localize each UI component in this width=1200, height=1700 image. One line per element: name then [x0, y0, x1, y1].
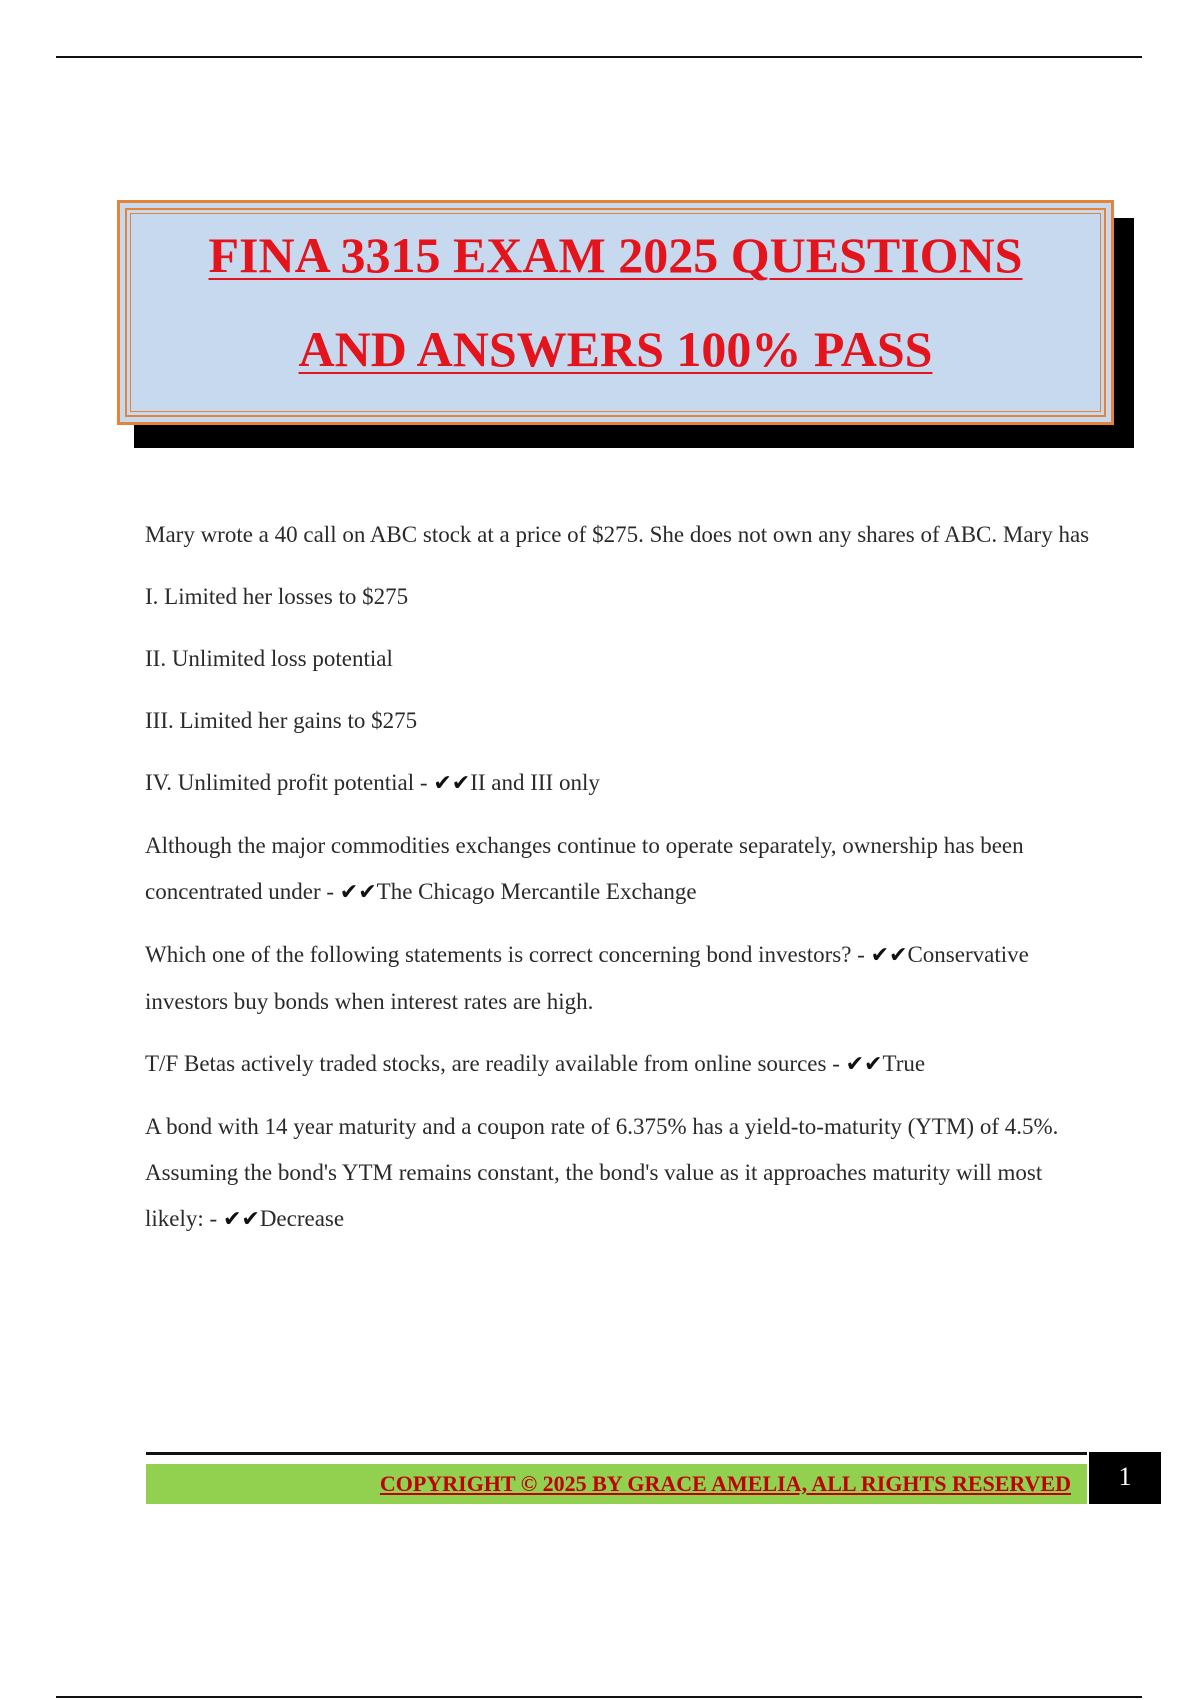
answer-text: Decrease: [259, 1206, 345, 1231]
top-rule: [56, 56, 1142, 58]
title-line-2: AND ANSWERS 100% PASS: [298, 321, 933, 377]
answer-text: II and III only: [470, 770, 600, 795]
question-text: [145, 512, 1095, 558]
option-4: IV. Unlimited profit potential -: [145, 770, 434, 795]
question-with-answer: [145, 1104, 1095, 1243]
question-with-answer: [145, 932, 1095, 1025]
checkmark-icon: ✔✔: [845, 1052, 883, 1077]
footer-rule: [146, 1452, 1087, 1455]
question-text: T/F Betas actively traded stocks, are readily available from online sources -: [145, 1051, 846, 1076]
title-line-1: FINA 3315 EXAM 2025 QUESTIONS: [208, 227, 1023, 283]
option-text: [145, 636, 1095, 682]
checkmark-icon: ✔✔: [433, 771, 471, 796]
answer-text: Conservative investors buy bonds when interest rates are high.: [145, 942, 1029, 1014]
checkmark-icon: ✔✔: [222, 1207, 260, 1232]
question-with-answer: [145, 823, 1095, 916]
option-text: [145, 698, 1095, 744]
qa-content: [145, 512, 1095, 1259]
answer-text: The Chicago Mercantile Exchange: [376, 879, 697, 904]
option-2: II. Unlimited loss potential: [145, 646, 393, 671]
copyright-text: COPYRIGHT © 2025 BY GRACE AMELIA, ALL RIGHTS RESERVED: [379, 1471, 1071, 1496]
option-1: I. Limited her losses to $275: [145, 584, 409, 609]
option-with-answer: [145, 760, 1095, 807]
title-box: [117, 200, 1114, 425]
question-text: Although the major commodities exchanges continue to operate separately, ownership has been concentrated under -: [145, 833, 1024, 904]
question-1-stem: Mary wrote a 40 call on ABC stock at a price of $275. She does not own any shares of ABC. Mary has: [145, 522, 1090, 547]
page-number: 1: [1089, 1452, 1161, 1504]
answer-text: True: [882, 1051, 926, 1076]
question-text: A bond with 14 year maturity and a coupon rate of 6.375% has a yield-to-maturity (YTM) of 4.5%. Assuming the bond's YTM remains constant, the bond's value as it approaches maturity will most likely: -: [145, 1114, 1059, 1231]
question-with-answer: [145, 1041, 1095, 1088]
footer-bar: [146, 1464, 1087, 1504]
question-text: Which one of the following statements is correct concerning bond investors? -: [145, 942, 871, 967]
bottom-rule: [56, 1696, 1142, 1698]
checkmark-icon: ✔✔: [339, 880, 377, 905]
option-3: III. Limited her gains to $275: [145, 708, 418, 733]
checkmark-icon: ✔✔: [870, 943, 908, 968]
option-text: [145, 574, 1095, 620]
